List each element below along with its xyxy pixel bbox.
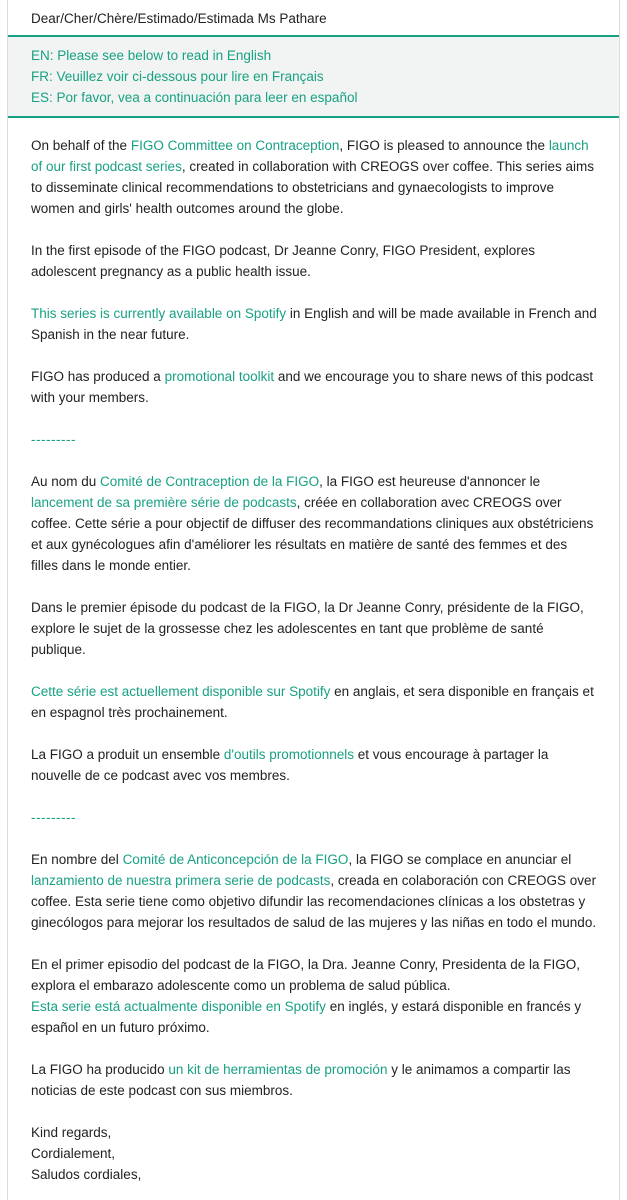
text-segment: , created in collaboration with CREOGS over coffee. This series aims to disseminate clinical recommendations to obstetricians and gynaecologists to improve women and girls' health outcomes around the globe. xyxy=(31,159,595,216)
signoff xyxy=(31,1122,597,1185)
signoff-english: Kind regards, xyxy=(31,1125,112,1140)
french-paragraph-intro xyxy=(31,471,597,576)
figo-committee-contraception-link-es[interactable]: Comité de Anticoncepción de la FIGO xyxy=(122,852,349,867)
text-segment: and we encourage you to share news of this podcast with your members. xyxy=(31,369,594,405)
text-segment: , la FIGO se complace en anunciar el xyxy=(348,852,572,867)
section-divider-2: --------- xyxy=(31,810,76,825)
promotional-toolkit-link-es[interactable]: un kit de herramientas de promoción xyxy=(168,1062,388,1077)
text-segment: en anglais, et sera disponible en français et en espagnol très prochainement. xyxy=(31,684,594,720)
language-note-french: FR: Veuillez voir ci-dessous pour lire en Français xyxy=(31,69,324,84)
section-divider-1: --------- xyxy=(31,432,76,447)
english-paragraph-episode: In the first episode of the FIGO podcast, Dr Jeanne Conry, FIGO President, explores adolescent pregnancy as a public health issue. xyxy=(31,243,535,279)
podcast-series-launch-link[interactable]: launch of our first podcast series xyxy=(31,138,589,174)
text-segment: , creada en colaboración con CREOGS over coffee. Esta serie tiene como objetivo difundir las recomendaciones clínicas a los obstetras y ginecólogos para mejorar los resultados de salud de las mujeres y las niñas en todo el mundo. xyxy=(31,873,597,930)
spanish-paragraph-intro xyxy=(31,849,597,933)
text-segment: On behalf of the xyxy=(31,138,131,153)
email-greeting: Dear/Cher/Chère/Estimado/Estimada Ms Pathare xyxy=(31,11,327,26)
english-paragraph-availability xyxy=(31,303,597,345)
signoff-french: Cordialement, xyxy=(31,1146,116,1161)
text-segment: et vous encourage à partager la nouvelle de ce podcast avec vos membres. xyxy=(31,747,549,783)
text-segment: en inglés, y estará disponible en francés y español en un futuro próximo. xyxy=(31,999,582,1035)
spotify-series-link[interactable]: This series is currently available on Spotify xyxy=(31,306,287,321)
text-segment: y le animamos a compartir las noticias de este podcast con sus miembros. xyxy=(31,1062,571,1098)
text-segment: En nombre del xyxy=(31,852,123,867)
english-paragraph-toolkit xyxy=(31,366,597,408)
french-paragraph-availability xyxy=(31,681,597,723)
language-notice xyxy=(8,37,619,116)
text-segment: Au nom du xyxy=(31,474,101,489)
spotify-series-link-es[interactable]: Esta serie está actualmente disponible en Spotify xyxy=(31,999,326,1014)
spanish-paragraph-toolkit xyxy=(31,1059,597,1101)
text-segment: FIGO has produced a xyxy=(31,369,165,384)
email-content xyxy=(8,118,619,1185)
signoff-spanish: Saludos cordiales, xyxy=(31,1167,142,1182)
english-paragraph-intro xyxy=(31,135,597,219)
podcast-series-launch-link-es[interactable]: lanzamiento de nuestra primera serie de podcasts xyxy=(31,873,331,888)
figo-committee-contraception-link-fr[interactable]: Comité de Contraception de la FIGO xyxy=(100,474,320,489)
spanish-paragraph-episode xyxy=(31,954,597,1038)
text-segment: in English and will be made available in French and Spanish in the near future. xyxy=(31,306,597,342)
promotional-toolkit-link[interactable]: promotional toolkit xyxy=(164,369,275,384)
email-body xyxy=(7,0,620,1200)
language-note-spanish: ES: Por favor, vea a continuación para leer en español xyxy=(31,90,358,105)
text-segment: La FIGO ha producido xyxy=(31,1062,169,1077)
text-segment: , créée en collaboration avec CREOGS over coffee. Cette série a pour objectif de diffuser des recommandations cliniques aux obstétriciens et aux gynécologues afin d'améliorer les résultats en matière de santé des femmes et des filles dans le monde entier. xyxy=(31,495,594,573)
podcast-series-launch-link-fr[interactable]: lancement de sa première série de podcasts xyxy=(31,495,297,510)
french-paragraph-episode: Dans le premier épisode du podcast de la FIGO, la Dr Jeanne Conry, présidente de la FIGO, explore le sujet de la grossesse chez les adolescentes en tant que problème de santé publique. xyxy=(31,600,584,657)
text-segment: , FIGO is pleased to announce the xyxy=(339,138,549,153)
text-segment: La FIGO a produit un ensemble xyxy=(31,747,224,762)
text-segment: En el primer episodio del podcast de la FIGO, la Dra. Jeanne Conry, Presidenta de la FIGO, explora el embarazo adolescente como un problema de salud pública. xyxy=(31,957,581,993)
spotify-series-link-fr[interactable]: Cette série est actuellement disponible sur Spotify xyxy=(31,684,331,699)
french-paragraph-toolkit xyxy=(31,744,597,786)
promotional-toolkit-link-fr[interactable]: d'outils promotionnels xyxy=(223,747,355,762)
figo-committee-contraception-link[interactable]: FIGO Committee on Contraception xyxy=(130,138,340,153)
text-segment: , la FIGO est heureuse d'annoncer le xyxy=(319,474,541,489)
language-note-english: EN: Please see below to read in English xyxy=(31,48,272,63)
